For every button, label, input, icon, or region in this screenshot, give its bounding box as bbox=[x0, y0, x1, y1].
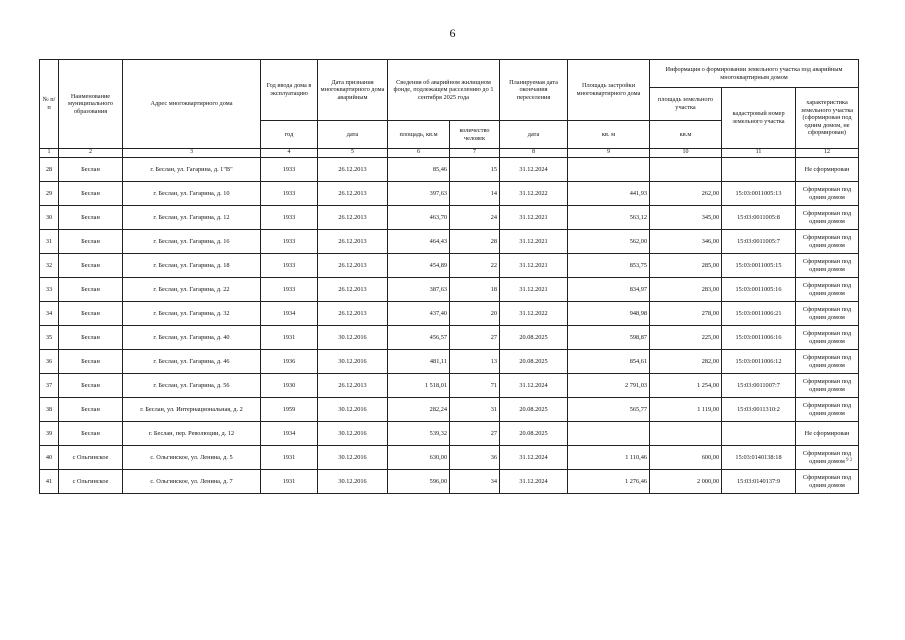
header-cadastral: кадастровый номер земельного участка bbox=[722, 88, 796, 149]
header-land-info: Информация о формировании земельного участка под аварийным многоквартирным домом bbox=[650, 60, 859, 88]
cell-year: 1931 bbox=[261, 446, 318, 470]
header-address: Адрес многоквартирного дома bbox=[123, 60, 261, 149]
column-number: 6 bbox=[388, 149, 450, 158]
table-row bbox=[40, 326, 859, 350]
cell-year: 1933 bbox=[261, 206, 318, 230]
cell-cadastral: 15:03:0011006:16 bbox=[722, 326, 796, 350]
cell-planned-date: 31.12.2024 bbox=[500, 374, 568, 398]
cell-emergency-date: 30.12.2016 bbox=[318, 398, 388, 422]
cell-num: 31 bbox=[40, 230, 59, 254]
table-row bbox=[40, 254, 859, 278]
cell-num: 32 bbox=[40, 254, 59, 278]
cell-municipality: Беслан bbox=[59, 158, 123, 182]
cell-year: 1930 bbox=[261, 374, 318, 398]
cell-area: 539,32 bbox=[388, 422, 450, 446]
cell-address: г. Беслан, ул. Гагарина, д. 56 bbox=[123, 374, 261, 398]
cell-area: 630,00 bbox=[388, 446, 450, 470]
cell-municipality: Беслан bbox=[59, 182, 123, 206]
cell-people: 27 bbox=[450, 422, 500, 446]
cell-year: 1933 bbox=[261, 254, 318, 278]
cell-cadastral: 15:03:0011310:2 bbox=[722, 398, 796, 422]
cell-address: г. Беслан, ул. Гагарина, д. 10 bbox=[123, 182, 261, 206]
header-unit-count: количество человек bbox=[450, 121, 500, 149]
cell-area: 397,63 bbox=[388, 182, 450, 206]
cell-planned-date: 31.12.2021 bbox=[500, 230, 568, 254]
cell-area: 437,40 bbox=[388, 302, 450, 326]
cell-land-status: Не сформирован bbox=[796, 422, 859, 446]
cell-area: 596,00 bbox=[388, 470, 450, 494]
emergency-housing-table bbox=[39, 59, 859, 494]
cell-year: 1933 bbox=[261, 158, 318, 182]
cell-num: 28 bbox=[40, 158, 59, 182]
column-number: 5 bbox=[318, 149, 388, 158]
cell-people: 20 bbox=[450, 302, 500, 326]
page-number: 6 bbox=[449, 26, 456, 40]
cell-address: с. Ольгинское, ул. Ленина, д. 7 bbox=[123, 470, 261, 494]
cell-area: 1 518,01 bbox=[388, 374, 450, 398]
column-number-row bbox=[40, 149, 859, 158]
cell-municipality: Беслан bbox=[59, 254, 123, 278]
cell-year: 1931 bbox=[261, 326, 318, 350]
cell-emergency-date: 26.12.2013 bbox=[318, 254, 388, 278]
cell-num: 39 bbox=[40, 422, 59, 446]
cell-planned-date: 20.08.2025 bbox=[500, 398, 568, 422]
cell-people: 24 bbox=[450, 206, 500, 230]
table-row bbox=[40, 230, 859, 254]
cell-num: 40 bbox=[40, 446, 59, 470]
cell-land-status: Сформирован под одним домом bbox=[796, 182, 859, 206]
cell-planned-date: 20.08.2025 bbox=[500, 350, 568, 374]
header-unit-year: год bbox=[261, 121, 318, 149]
cell-cadastral bbox=[722, 422, 796, 446]
cell-people: 28 bbox=[450, 230, 500, 254]
cell-municipality: Беслан bbox=[59, 350, 123, 374]
cell-land-area: 225,00 bbox=[650, 326, 722, 350]
cell-num: 29 bbox=[40, 182, 59, 206]
header-year: Год ввода дома в эксплуатацию bbox=[261, 60, 318, 121]
cell-emergency-date: 26.12.2013 bbox=[318, 278, 388, 302]
cell-cadastral: 15:03:0011006:21 bbox=[722, 302, 796, 326]
cell-built-area: 1 110,46 bbox=[568, 446, 650, 470]
table-row bbox=[40, 422, 859, 446]
cell-built-area: 1 276,46 bbox=[568, 470, 650, 494]
column-number: 2 bbox=[59, 149, 123, 158]
cell-address: г. Беслан, ул. Гагарина, д. 46 bbox=[123, 350, 261, 374]
cell-planned-date: 31.12.2024 bbox=[500, 158, 568, 182]
cell-land-status: Сформирован под одним домом bbox=[796, 350, 859, 374]
header-unit-sqm: кв. м bbox=[568, 121, 650, 149]
cell-planned-date: 31.12.2021 bbox=[500, 278, 568, 302]
cell-municipality: с Ольгинское bbox=[59, 470, 123, 494]
cell-cadastral: 15:03:0011005:13 bbox=[722, 182, 796, 206]
cell-num: 38 bbox=[40, 398, 59, 422]
cell-built-area: 853,75 bbox=[568, 254, 650, 278]
cell-people: 18 bbox=[450, 278, 500, 302]
cell-built-area: 562,00 bbox=[568, 230, 650, 254]
cell-num: 41 bbox=[40, 470, 59, 494]
cell-built-area bbox=[568, 422, 650, 446]
cell-people: 13 bbox=[450, 350, 500, 374]
column-number: 9 bbox=[568, 149, 650, 158]
cell-land-area bbox=[650, 158, 722, 182]
cell-year: 1936 bbox=[261, 350, 318, 374]
cell-emergency-date: 26.12.2013 bbox=[318, 374, 388, 398]
cell-planned-date: 31.12.2024 bbox=[500, 446, 568, 470]
table-row bbox=[40, 206, 859, 230]
cell-municipality: Беслан bbox=[59, 374, 123, 398]
cell-cadastral: 15:03:0140138:18 bbox=[722, 446, 796, 470]
cell-land-area: 283,00 bbox=[650, 278, 722, 302]
cell-emergency-date: 30.12.2016 bbox=[318, 446, 388, 470]
cell-address: с. Ольгинское, ул. Ленина, д. 5 bbox=[123, 446, 261, 470]
cell-people: 34 bbox=[450, 470, 500, 494]
cell-land-area bbox=[650, 422, 722, 446]
cell-land-status: Сформирован под одним домом bbox=[796, 446, 859, 470]
cell-year: 1933 bbox=[261, 182, 318, 206]
cell-year: 1933 bbox=[261, 230, 318, 254]
cell-built-area: 598,87 bbox=[568, 326, 650, 350]
column-number: 1 bbox=[40, 149, 59, 158]
cell-land-status: Сформирован под одним домом bbox=[796, 230, 859, 254]
table-row bbox=[40, 158, 859, 182]
cell-planned-date: 31.12.2021 bbox=[500, 254, 568, 278]
cell-area: 456,57 bbox=[388, 326, 450, 350]
table-row bbox=[40, 350, 859, 374]
cell-land-status: Сформирован под одним домом bbox=[796, 206, 859, 230]
cell-planned-date: 20.08.2025 bbox=[500, 326, 568, 350]
cell-municipality: Беслан bbox=[59, 278, 123, 302]
cell-land-status: Не сформирован bbox=[796, 158, 859, 182]
cell-address: г. Беслан, ул. Гагарина, д. 22 bbox=[123, 278, 261, 302]
cell-municipality: Беслан bbox=[59, 206, 123, 230]
table-row bbox=[40, 374, 859, 398]
cell-cadastral: 15:03:0011006:12 bbox=[722, 350, 796, 374]
cell-municipality: с Ольгинское bbox=[59, 446, 123, 470]
cell-land-status: Сформирован под одним домом bbox=[796, 278, 859, 302]
cell-land-area: 1 119,00 bbox=[650, 398, 722, 422]
cell-planned-date: 31.12.2022 bbox=[500, 182, 568, 206]
cell-land-status: Сформирован под одним домом bbox=[796, 398, 859, 422]
cell-emergency-date: 26.12.2013 bbox=[318, 158, 388, 182]
cell-emergency-date: 30.12.2016 bbox=[318, 422, 388, 446]
cell-land-area: 282,00 bbox=[650, 350, 722, 374]
column-number: 4 bbox=[261, 149, 318, 158]
cell-emergency-date: 26.12.2013 bbox=[318, 302, 388, 326]
cell-area: 463,70 bbox=[388, 206, 450, 230]
cell-people: 14 bbox=[450, 182, 500, 206]
cell-planned-date: 31.12.2024 bbox=[500, 470, 568, 494]
cell-year: 1959 bbox=[261, 398, 318, 422]
cell-num: 35 bbox=[40, 326, 59, 350]
cell-built-area: 441,93 bbox=[568, 182, 650, 206]
column-number: 7 bbox=[450, 149, 500, 158]
cell-emergency-date: 30.12.2016 bbox=[318, 350, 388, 374]
cell-land-status: Сформирован под одним домом bbox=[796, 302, 859, 326]
cell-land-status: Сформирован под одним домом bbox=[796, 470, 859, 494]
cell-municipality: Беслан bbox=[59, 326, 123, 350]
cell-year: 1933 bbox=[261, 278, 318, 302]
header-land-characteristic: характеристика земельного участка (сформирован под одним домом, не сформирован) bbox=[796, 88, 859, 149]
cell-land-area: 345,00 bbox=[650, 206, 722, 230]
cell-cadastral: 15:03:0011005:7 bbox=[722, 230, 796, 254]
header-land-area: площадь земельного участка bbox=[650, 88, 722, 121]
cell-municipality: Беслан bbox=[59, 422, 123, 446]
cell-year: 1931 bbox=[261, 470, 318, 494]
table-row bbox=[40, 278, 859, 302]
cell-people: 31 bbox=[450, 398, 500, 422]
cell-num: 37 bbox=[40, 374, 59, 398]
cell-year: 1934 bbox=[261, 422, 318, 446]
cell-year: 1934 bbox=[261, 302, 318, 326]
cell-people: 22 bbox=[450, 254, 500, 278]
table-row bbox=[40, 182, 859, 206]
cell-land-area: 262,00 bbox=[650, 182, 722, 206]
cell-address: г. Беслан, ул. Гагарина, д. 32 bbox=[123, 302, 261, 326]
cell-planned-date: 31.12.2022 bbox=[500, 302, 568, 326]
cell-address: г. Беслан, ул. Гагарина, д. 16 bbox=[123, 230, 261, 254]
cell-cadastral: 15:03:0011007:7 bbox=[722, 374, 796, 398]
cell-land-status: Сформирован под одним домом bbox=[796, 254, 859, 278]
cell-people: 71 bbox=[450, 374, 500, 398]
cell-num: 33 bbox=[40, 278, 59, 302]
cell-cadastral: 15:03:0011005:15 bbox=[722, 254, 796, 278]
cell-emergency-date: 26.12.2013 bbox=[318, 206, 388, 230]
cell-area: 387,63 bbox=[388, 278, 450, 302]
header-unit-date2: дата bbox=[500, 121, 568, 149]
cell-num: 34 bbox=[40, 302, 59, 326]
cell-people: 15 bbox=[450, 158, 500, 182]
cell-address: г. Беслан, ул. Гагарина, д. 12 bbox=[123, 206, 261, 230]
cell-area: 85,46 bbox=[388, 158, 450, 182]
cell-municipality: Беслан bbox=[59, 230, 123, 254]
cell-area: 464,43 bbox=[388, 230, 450, 254]
header-emergency-date: Дата признания многоквартирного дома аварийным bbox=[318, 60, 388, 121]
header-unit-area: площадь, кв.м bbox=[388, 121, 450, 149]
cell-emergency-date: 30.12.2016 bbox=[318, 326, 388, 350]
cell-address: г. Беслан, ул. Гагарина, д. 1"В" bbox=[123, 158, 261, 182]
cell-land-status: Сформирован под одним домом bbox=[796, 374, 859, 398]
cell-built-area: 834,97 bbox=[568, 278, 650, 302]
cell-area: 282,24 bbox=[388, 398, 450, 422]
column-number: 3 bbox=[123, 149, 261, 158]
cell-built-area: 948,98 bbox=[568, 302, 650, 326]
cell-num: 36 bbox=[40, 350, 59, 374]
cell-built-area: 565,77 bbox=[568, 398, 650, 422]
footer-mark: 9 2 bbox=[846, 458, 853, 463]
cell-built-area: 854,61 bbox=[568, 350, 650, 374]
header-fund-info: Сведения об аварийном жилищном фонде, подлежащем расселению до 1 сентября 2025 года bbox=[388, 60, 500, 121]
cell-land-area: 285,00 bbox=[650, 254, 722, 278]
column-number: 12 bbox=[796, 149, 859, 158]
header-unit-sqm2: кв.м bbox=[650, 121, 722, 149]
cell-address: г. Беслан, ул. Интернациональная, д. 2 bbox=[123, 398, 261, 422]
header-num: № п/п bbox=[40, 60, 59, 149]
column-number: 8 bbox=[500, 149, 568, 158]
cell-emergency-date: 30.12.2016 bbox=[318, 470, 388, 494]
cell-planned-date: 31.12.2021 bbox=[500, 206, 568, 230]
cell-land-status: Сформирован под одним домом bbox=[796, 326, 859, 350]
cell-built-area: 563,12 bbox=[568, 206, 650, 230]
cell-people: 36 bbox=[450, 446, 500, 470]
header-unit-date: дата bbox=[318, 121, 388, 149]
table-body bbox=[40, 158, 859, 494]
cell-land-area: 1 254,00 bbox=[650, 374, 722, 398]
cell-emergency-date: 26.12.2013 bbox=[318, 230, 388, 254]
cell-area: 454,89 bbox=[388, 254, 450, 278]
cell-cadastral bbox=[722, 158, 796, 182]
cell-address: г. Беслан, ул. Гагарина, д. 40 bbox=[123, 326, 261, 350]
cell-area: 481,11 bbox=[388, 350, 450, 374]
cell-address: г. Беслан, ул. Гагарина, д. 18 bbox=[123, 254, 261, 278]
cell-built-area bbox=[568, 158, 650, 182]
cell-address: г. Беслан, пер. Революции, д. 12 bbox=[123, 422, 261, 446]
cell-people: 27 bbox=[450, 326, 500, 350]
cell-land-area: 278,00 bbox=[650, 302, 722, 326]
table-row bbox=[40, 398, 859, 422]
header-built-area: Площадь застройки многоквартирного дома bbox=[568, 60, 650, 121]
table-row bbox=[40, 302, 859, 326]
column-number: 10 bbox=[650, 149, 722, 158]
cell-land-area: 346,00 bbox=[650, 230, 722, 254]
cell-land-area: 600,00 bbox=[650, 446, 722, 470]
cell-municipality: Беслан bbox=[59, 302, 123, 326]
cell-emergency-date: 26.12.2013 bbox=[318, 182, 388, 206]
header-planned-date: Планируемая дата окончания переселения bbox=[500, 60, 568, 121]
cell-cadastral: 15:03:0011005:8 bbox=[722, 206, 796, 230]
cell-cadastral: 15:03:0011005:16 bbox=[722, 278, 796, 302]
cell-land-area: 2 000,00 bbox=[650, 470, 722, 494]
cell-planned-date: 20.08.2025 bbox=[500, 422, 568, 446]
header-municipality: Наименование муниципального образования bbox=[59, 60, 123, 149]
cell-cadastral: 15:03:0140137:9 bbox=[722, 470, 796, 494]
cell-num: 30 bbox=[40, 206, 59, 230]
cell-municipality: Беслан bbox=[59, 398, 123, 422]
column-number: 11 bbox=[722, 149, 796, 158]
cell-built-area: 2 791,03 bbox=[568, 374, 650, 398]
table-row bbox=[40, 470, 859, 494]
table-row bbox=[40, 446, 859, 470]
